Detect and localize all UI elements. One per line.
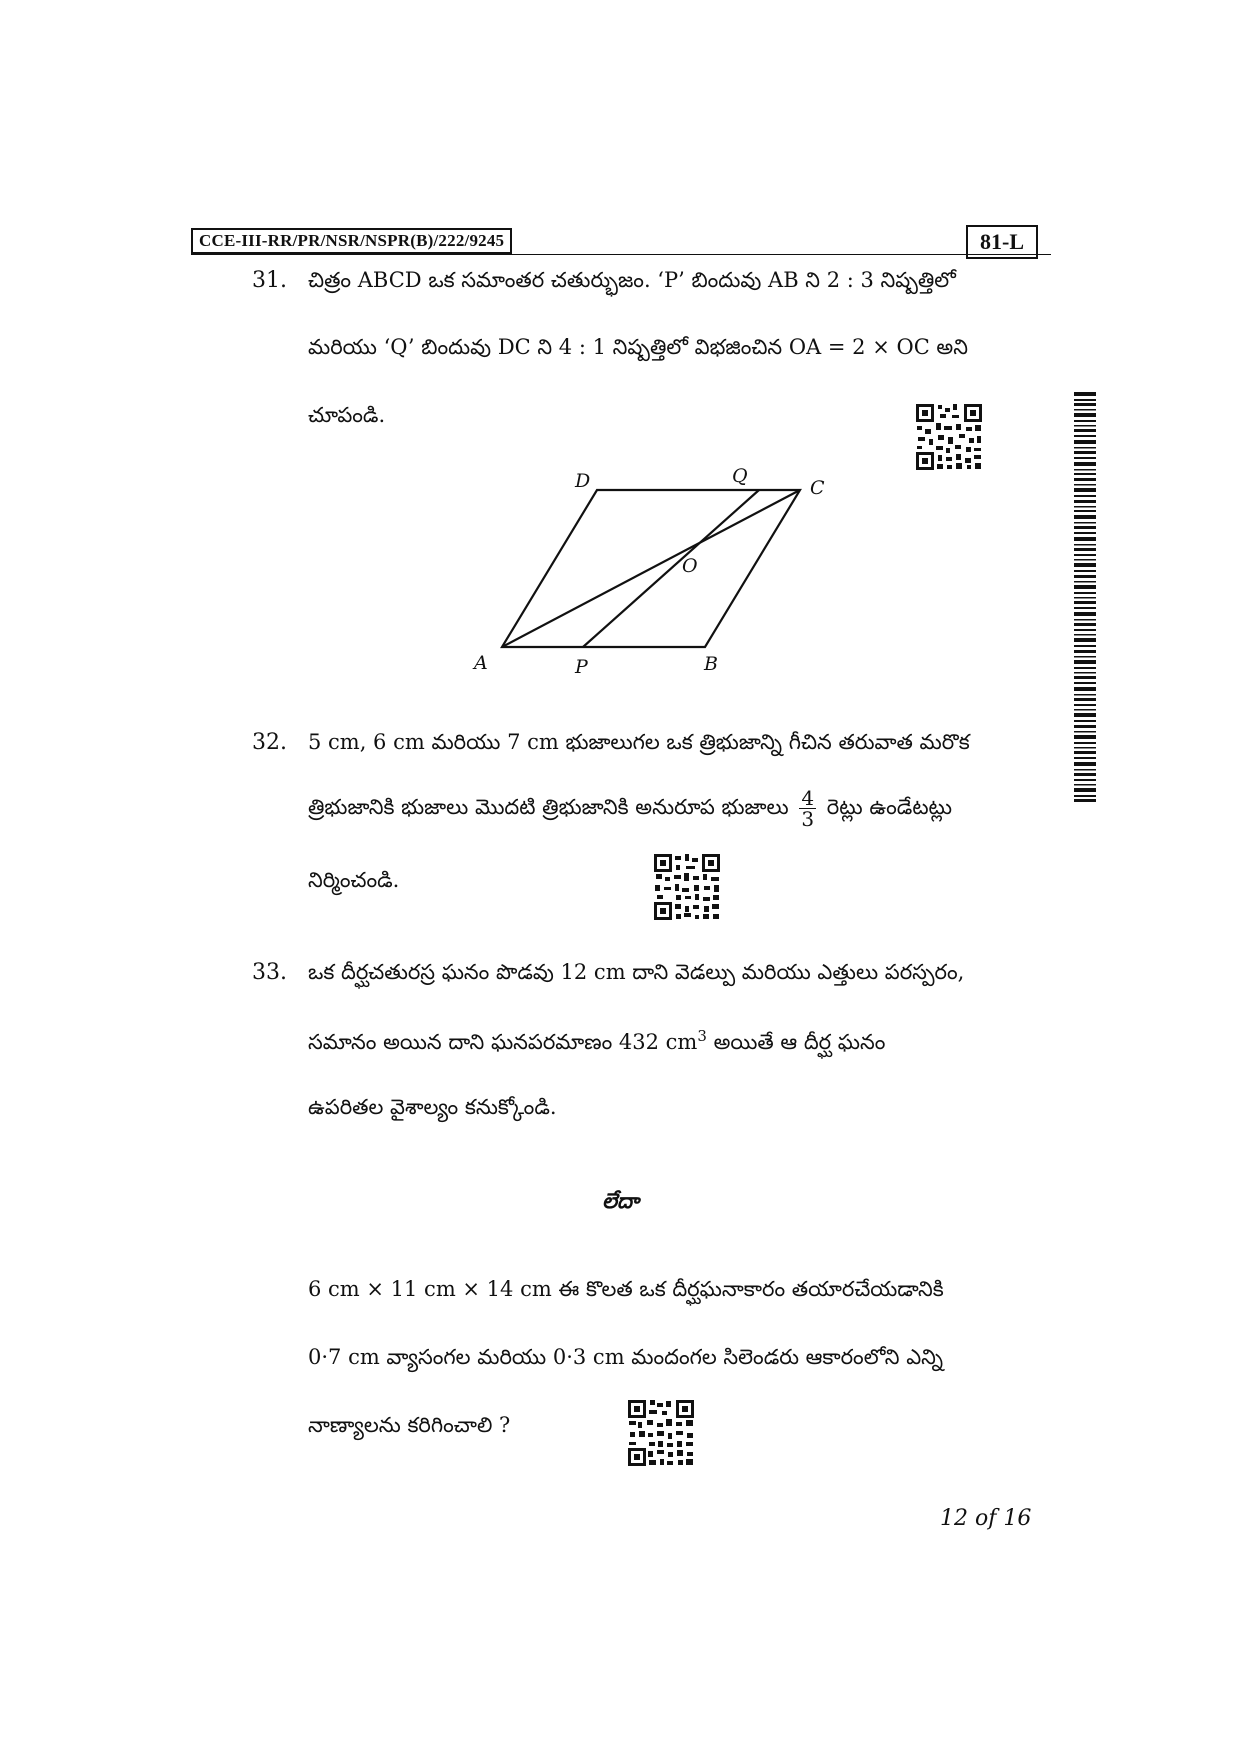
diagonal-ac — [502, 490, 800, 647]
cube-superscript: 3 — [697, 1027, 707, 1045]
fraction-four-thirds — [799, 788, 816, 829]
qr-code-icon — [652, 852, 722, 922]
question-33-line-2-end: అయితే ఆ దీర్ఘ ఘనం — [706, 1030, 886, 1054]
question-32-line-2-start: త్రిభుజానికి భుజాలు మొదటి త్రిభుజానికి అనురూప భుజాలు — [308, 795, 789, 819]
label-d: D — [575, 470, 591, 492]
or-separator: లేదా — [602, 1188, 639, 1213]
question-33-number: 33. — [252, 960, 287, 985]
barcode-icon — [1074, 392, 1096, 802]
question-33-alt-line-2: 0·7 cm వ్యాసంగల మరియు 0·3 cm మందంగల సిలెండరు ఆకారంలోని ఎన్ని — [308, 1345, 944, 1369]
exam-code: CCE-III-RR/PR/NSR/NSPR(B)/222/9245 — [191, 228, 512, 254]
question-31-line-1: చిత్రం ABCD ఒక సమాంతర చతుర్భుజం. ‘P’ బిందువు AB ని 2 : 3 నిష్పత్తిలో — [308, 268, 956, 292]
question-33-line-3: ఉపరితల వైశాల్యం కనుక్కోండి. — [308, 1095, 557, 1119]
question-32-line-2-end: రెట్లు ఉండేటట్లు — [826, 795, 953, 819]
question-33-line-2-start: సమానం అయిన దాని ఘనపరమాణం 432 cm — [308, 1030, 698, 1054]
question-31-number: 31. — [252, 268, 287, 293]
fraction-numerator: 4 — [801, 786, 815, 810]
fraction-denominator: 3 — [801, 807, 815, 831]
question-33-alt-line-3: నాణ్యాలను కరిగించాలి ? — [308, 1413, 511, 1437]
label-b: B — [704, 653, 718, 675]
question-31-line-3: చూపండి. — [308, 403, 386, 427]
qr-code-icon — [914, 402, 984, 472]
question-33-line-1: ఒక దీర్ఘచతురస్ర ఘనం పొడవు 12 cm దాని వెడల్పు మరియు ఎత్తులు పరస్పరం, — [308, 960, 965, 984]
label-p: P — [575, 656, 588, 678]
question-32-number: 32. — [252, 730, 287, 755]
qr-code-icon — [626, 1398, 696, 1468]
parallelogram-figure — [460, 460, 840, 690]
header-rule — [191, 254, 1051, 255]
label-q: Q — [732, 465, 748, 487]
question-32-line-2 — [308, 788, 952, 829]
question-33-alt-line-1: 6 cm × 11 cm × 14 cm ఈ కొలత ఒక దీర్ఘఘనాకారం తయారచేయడానికి — [308, 1277, 944, 1301]
paper-code: 81-L — [966, 225, 1038, 259]
question-32-line-3: నిర్మించండి. — [308, 868, 400, 892]
label-c: C — [810, 477, 825, 499]
label-o: O — [682, 555, 698, 577]
question-31-line-2: మరియు ‘Q’ బిందువు DC ని 4 : 1 నిష్పత్తిలో విభజించిన OA = 2 × OC అని — [308, 335, 968, 359]
question-32-line-1: 5 cm, 6 cm మరియు 7 cm భుజాలుగల ఒక త్రిభుజాన్ని గీచిన తరువాత మరొక — [308, 730, 970, 754]
label-a: A — [474, 652, 488, 674]
page-number: 12 of 16 — [940, 1506, 1032, 1531]
question-33-line-2 — [308, 1027, 885, 1060]
segment-pq — [583, 490, 759, 647]
